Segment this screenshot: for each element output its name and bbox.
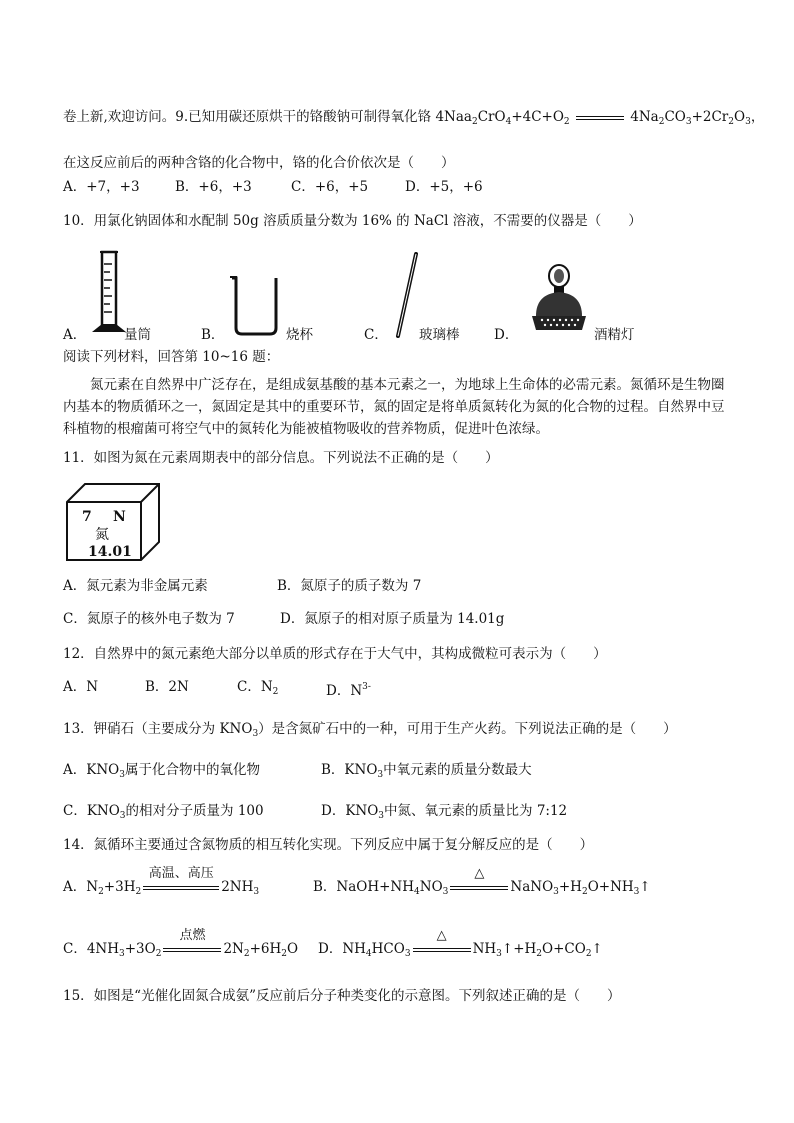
q9-option-d[interactable]: D．+5，+6 [405, 179, 483, 195]
q9-line1: 卷上新,欢迎访问。9.已知用碳还原烘干的铬酸钠可制得氧化铬 $4Naa_2CrO_4+4C+O_2$ $4Na_2CO_3+2Cr_2O_3$， [63, 109, 765, 127]
q14-a-equal-sign: 高温、高压 [141, 879, 221, 897]
q12-option-c[interactable]: C．$N_2$ [237, 679, 279, 697]
q9-option-a[interactable]: A．+7，+3 [63, 179, 140, 195]
q9-option-b[interactable]: B．+6，+3 [175, 179, 252, 195]
q14-d-equal-sign: △ [411, 941, 473, 959]
q14-option-c[interactable]: C．$4NH_3+3O_2$ 点燃 $2N_2+6H_2O$ [63, 927, 299, 959]
q12-stem: 12．自然界中的氮元素绝大部分以单质的形式存在于大气中，其构成微粒可表示为（ ） [63, 646, 607, 662]
q14-b-equal-sign: △ [448, 879, 510, 897]
q14-option-a[interactable]: A．$N_2+3H_2$ 高温、高压 $2NH_3$ [63, 865, 260, 897]
q10-option-a-letter[interactable]: A． [63, 327, 87, 343]
q14-option-d[interactable]: D．$NH_4HCO_3$ △ $NH_3↑+H_2O+CO_2↑$ [318, 927, 603, 959]
q12-option-a[interactable]: A．N [63, 679, 99, 695]
q12-option-b[interactable]: B．2N [145, 679, 189, 695]
alcohol-lamp-icon [526, 262, 592, 334]
element-number: 7 [82, 509, 92, 525]
reading-passage: 氮元素在自然界中广泛存在，是组成氨基酸的基本元素之一，为地球上生命体的必需元素。氮循环是生物圈内基本的物质循环之一，氮固定是其中的重要环节，氮的固定是将单质氮转化为氮的化合物的过程。自然界中豆科植物的根瘤菌可将空气中的氮转化为能被植物吸收的营养物质，促进叶色浓绿。 [63, 377, 725, 437]
beaker-icon [228, 272, 284, 338]
q13-stem: 13．钾硝石（主要成分为 $KNO_3$）是含氮矿石中的一种，可用于生产火药。下列说法正确的是（ ） [63, 721, 677, 739]
q15-stem: 15．如图是“光催化固氮合成氨”反应前后分子种类变化的示意图。下列叙述正确的是（ ） [63, 988, 621, 1004]
q14-stem: 14．氮循环主要通过含氮物质的相互转化实现。下列反应中属于复分解反应的是（ ） [63, 837, 594, 853]
q11-option-a[interactable]: A．氮元素为非金属元素 [63, 578, 208, 594]
element-symbol: N [113, 509, 126, 525]
q10-option-b-label: 烧杯 [286, 327, 313, 343]
q10-option-d-label: 酒精灯 [594, 327, 635, 343]
q11-stem: 11．如图为氮在元素周期表中的部分信息。下列说法不正确的是（ ） [63, 450, 499, 466]
q9-equal-sign [574, 109, 626, 127]
q13-option-c[interactable]: C．$KNO_3$的相对分子质量为 100 [63, 803, 264, 821]
q13-option-b[interactable]: B．$KNO_3$中氧元素的质量分数最大 [321, 762, 532, 780]
q11-option-c[interactable]: C．氮原子的核外电子数为 7 [63, 611, 235, 627]
q11-option-d[interactable]: D．氮原子的相对原子质量为 14.01g [280, 611, 505, 627]
q10-option-b-letter[interactable]: B． [201, 327, 225, 343]
reading-intro: 阅读下列材料，回答第 10~16 题： [63, 349, 280, 365]
q11-option-b[interactable]: B．氮原子的质子数为 7 [277, 578, 422, 594]
q9-prefix: 卷上新,欢迎访问。9.已知用碳还原烘干的铬酸钠可制得氧化铬 4Na [63, 109, 464, 125]
q10-option-c-letter[interactable]: C． [364, 327, 388, 343]
element-mass: 14.01 [88, 544, 132, 560]
q13-option-a[interactable]: A．$KNO_3$属于化合物中的氧化物 [63, 762, 260, 780]
q12-option-d[interactable]: D．$N^{3-}$ [326, 682, 371, 699]
q10-option-c-label: 玻璃棒 [419, 327, 460, 343]
q9-option-c[interactable]: C．+6，+5 [291, 179, 369, 195]
q10-option-a-label: 量筒 [124, 327, 151, 343]
graduated-cylinder-icon [88, 246, 138, 338]
q14-c-equal-sign: 点燃 [161, 941, 223, 959]
q10-stem: 10．用氯化钠固体和水配制 50g 溶质质量分数为 16% 的 NaCl 溶液，不需要的仪器是（ ） [63, 213, 642, 229]
q9-line2: 在这反应前后的两种含铬的化合物中，铬的化合价依次是（ ） [63, 155, 455, 171]
q10-option-d-letter[interactable]: D． [494, 327, 519, 343]
q14-option-b[interactable]: B．$NaOH+NH_4NO_3$ △ $NaNO_3+H_2O+NH_3↑$ [313, 865, 651, 897]
element-name: 氮 [95, 527, 109, 543]
q13-option-d[interactable]: D．$KNO_3$中氮、氧元素的质量比为 7:12 [321, 803, 568, 821]
